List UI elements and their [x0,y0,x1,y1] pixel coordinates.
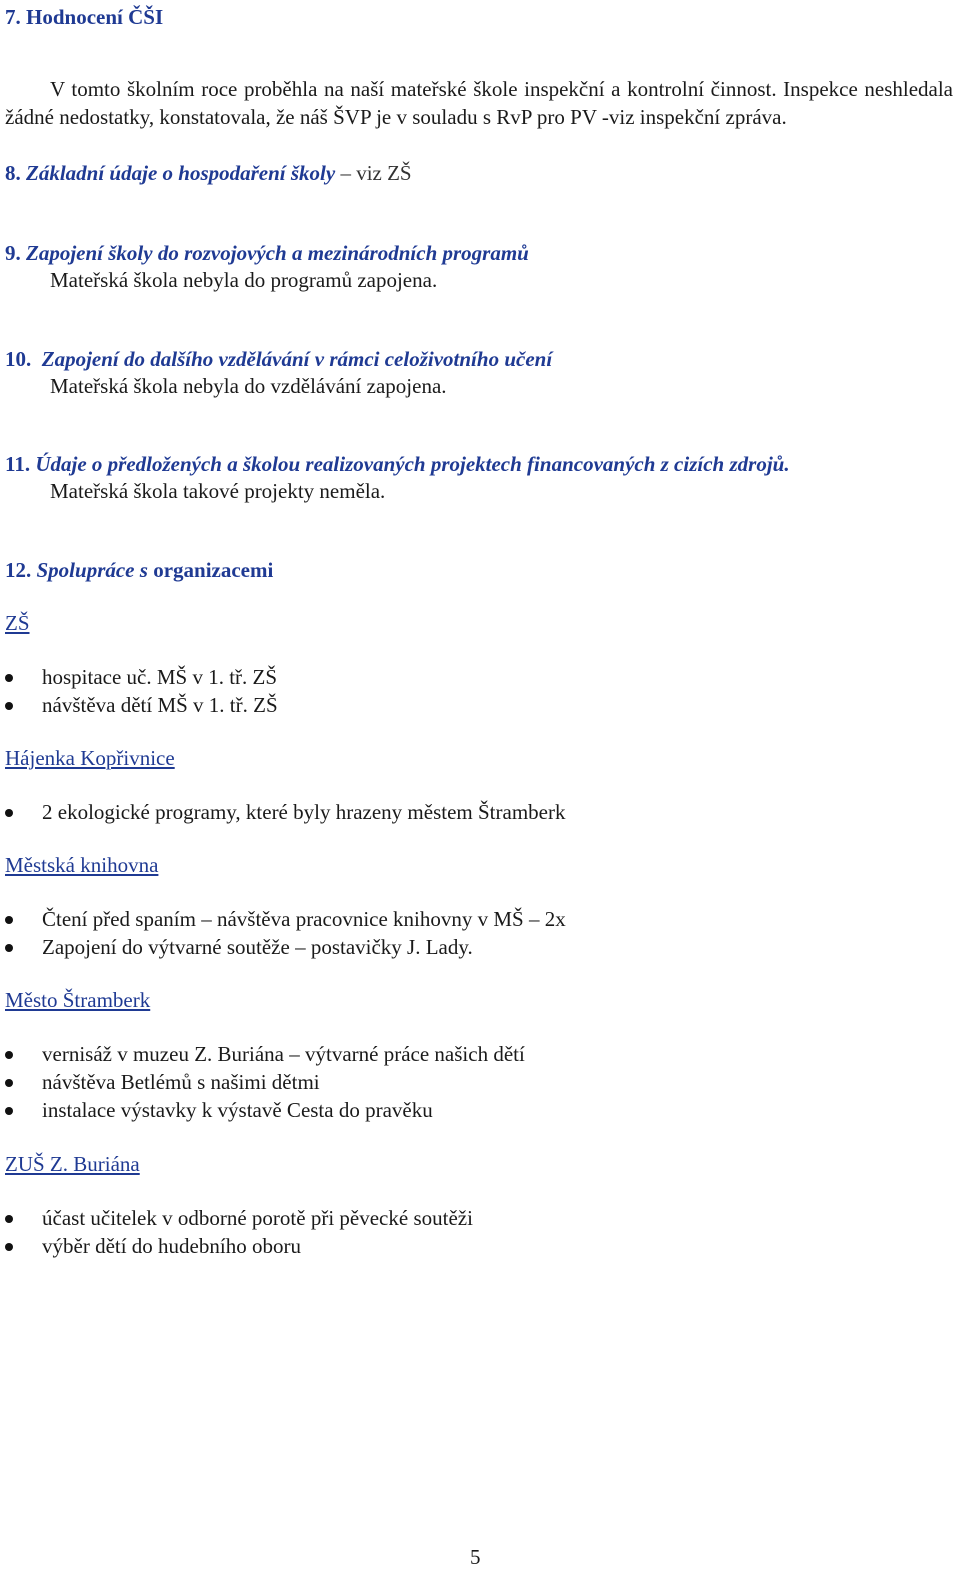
section-8-suffix: – viz ZŠ [335,161,412,185]
section-12-number: 12. [5,558,32,582]
section-12-heading [5,556,953,584]
section-11-text: Mateřská škola takové projekty neměla. [50,479,386,503]
list-item: Zapojení do výtvarné soutěže – postavičky J. Lady. [0,933,566,961]
section-9-title: Zapojení školy do rozvojových a mezinárodních programů [26,241,529,265]
org-zus-list [0,1204,473,1260]
bullet-icon [5,1243,13,1251]
list-item: výběr dětí do hudebního oboru [0,1232,473,1260]
section-7-text: V tomto školním roce proběhla na naší mateřské škole inspekční a kontrolní činnost. Inspekce neshledala žádné nedostatky, konstatovala, že náš ŠVP je v souladu s RvP pro PV -viz inspekční zpráva. [5,77,953,129]
list-item: návštěva dětí MŠ v 1. tř. ZŠ [0,691,278,719]
org-zs-list [0,663,278,719]
list-item: instalace výstavky k výstavě Cesta do pravěku [0,1096,525,1124]
bullet-icon [5,1051,13,1059]
section-9-number: 9. [5,241,21,265]
bullet-icon [5,944,13,952]
org-knihovna-list [0,905,566,961]
bullet-icon [5,1079,13,1087]
section-12-title-plain: organizacemi [147,558,274,582]
section-10-text: Mateřská škola nebyla do vzdělávání zapojena. [50,374,447,398]
page-number: 5 [470,1545,481,1569]
section-8-heading [5,159,953,187]
list-item: Čtení před spaním – návštěva pracovnice knihovny v MŠ – 2x [0,905,566,933]
org-zus-link[interactable]: ZUŠ Z. Buriána [5,1152,140,1176]
org-knihovna-link[interactable]: Městská knihovna [5,853,159,877]
section-11-title: Údaje o předložených a školou realizovaných projektech financovaných z cizích zdrojů. [35,452,790,476]
org-zs-link[interactable]: ZŠ [5,611,30,635]
section-8-number: 8. [5,161,21,185]
section-9-text: Mateřská škola nebyla do programů zapojena. [50,268,438,292]
bullet-icon [5,916,13,924]
list-item: vernisáž v muzeu Z. Buriána – výtvarné práce našich dětí [0,1040,525,1068]
bullet-icon [5,702,13,710]
org-mesto-list [0,1040,525,1124]
section-7-heading: 7. Hodnocení ČŠI [5,5,164,29]
org-hajenka-list [0,798,565,826]
org-hajenka-link[interactable]: Hájenka Kopřivnice [5,746,175,770]
section-11-number: 11. [5,452,31,476]
bullet-icon [5,1215,13,1223]
section-9-heading [5,239,953,267]
section-10-number: 10. [5,347,32,371]
section-11-heading [5,450,953,478]
list-item: hospitace uč. MŠ v 1. tř. ZŠ [0,663,278,691]
section-10-heading [5,345,953,373]
org-mesto-link[interactable]: Město Štramberk [5,988,151,1012]
bullet-icon [5,1107,13,1115]
bullet-icon [5,809,13,817]
list-item: 2 ekologické programy, které byly hrazeny městem Štramberk [0,798,565,826]
bullet-icon [5,674,13,682]
section-10-title: Zapojení do dalšího vzdělávání v rámci celoživotního učení [41,347,553,371]
section-12-title-italic: Spolupráce s [36,558,148,582]
list-item: účast učitelek v odborné porotě při pěvecké soutěži [0,1204,473,1232]
section-8-title: Základní údaje o hospodaření školy [26,161,336,185]
list-item: návštěva Betlémů s našimi dětmi [0,1068,525,1096]
